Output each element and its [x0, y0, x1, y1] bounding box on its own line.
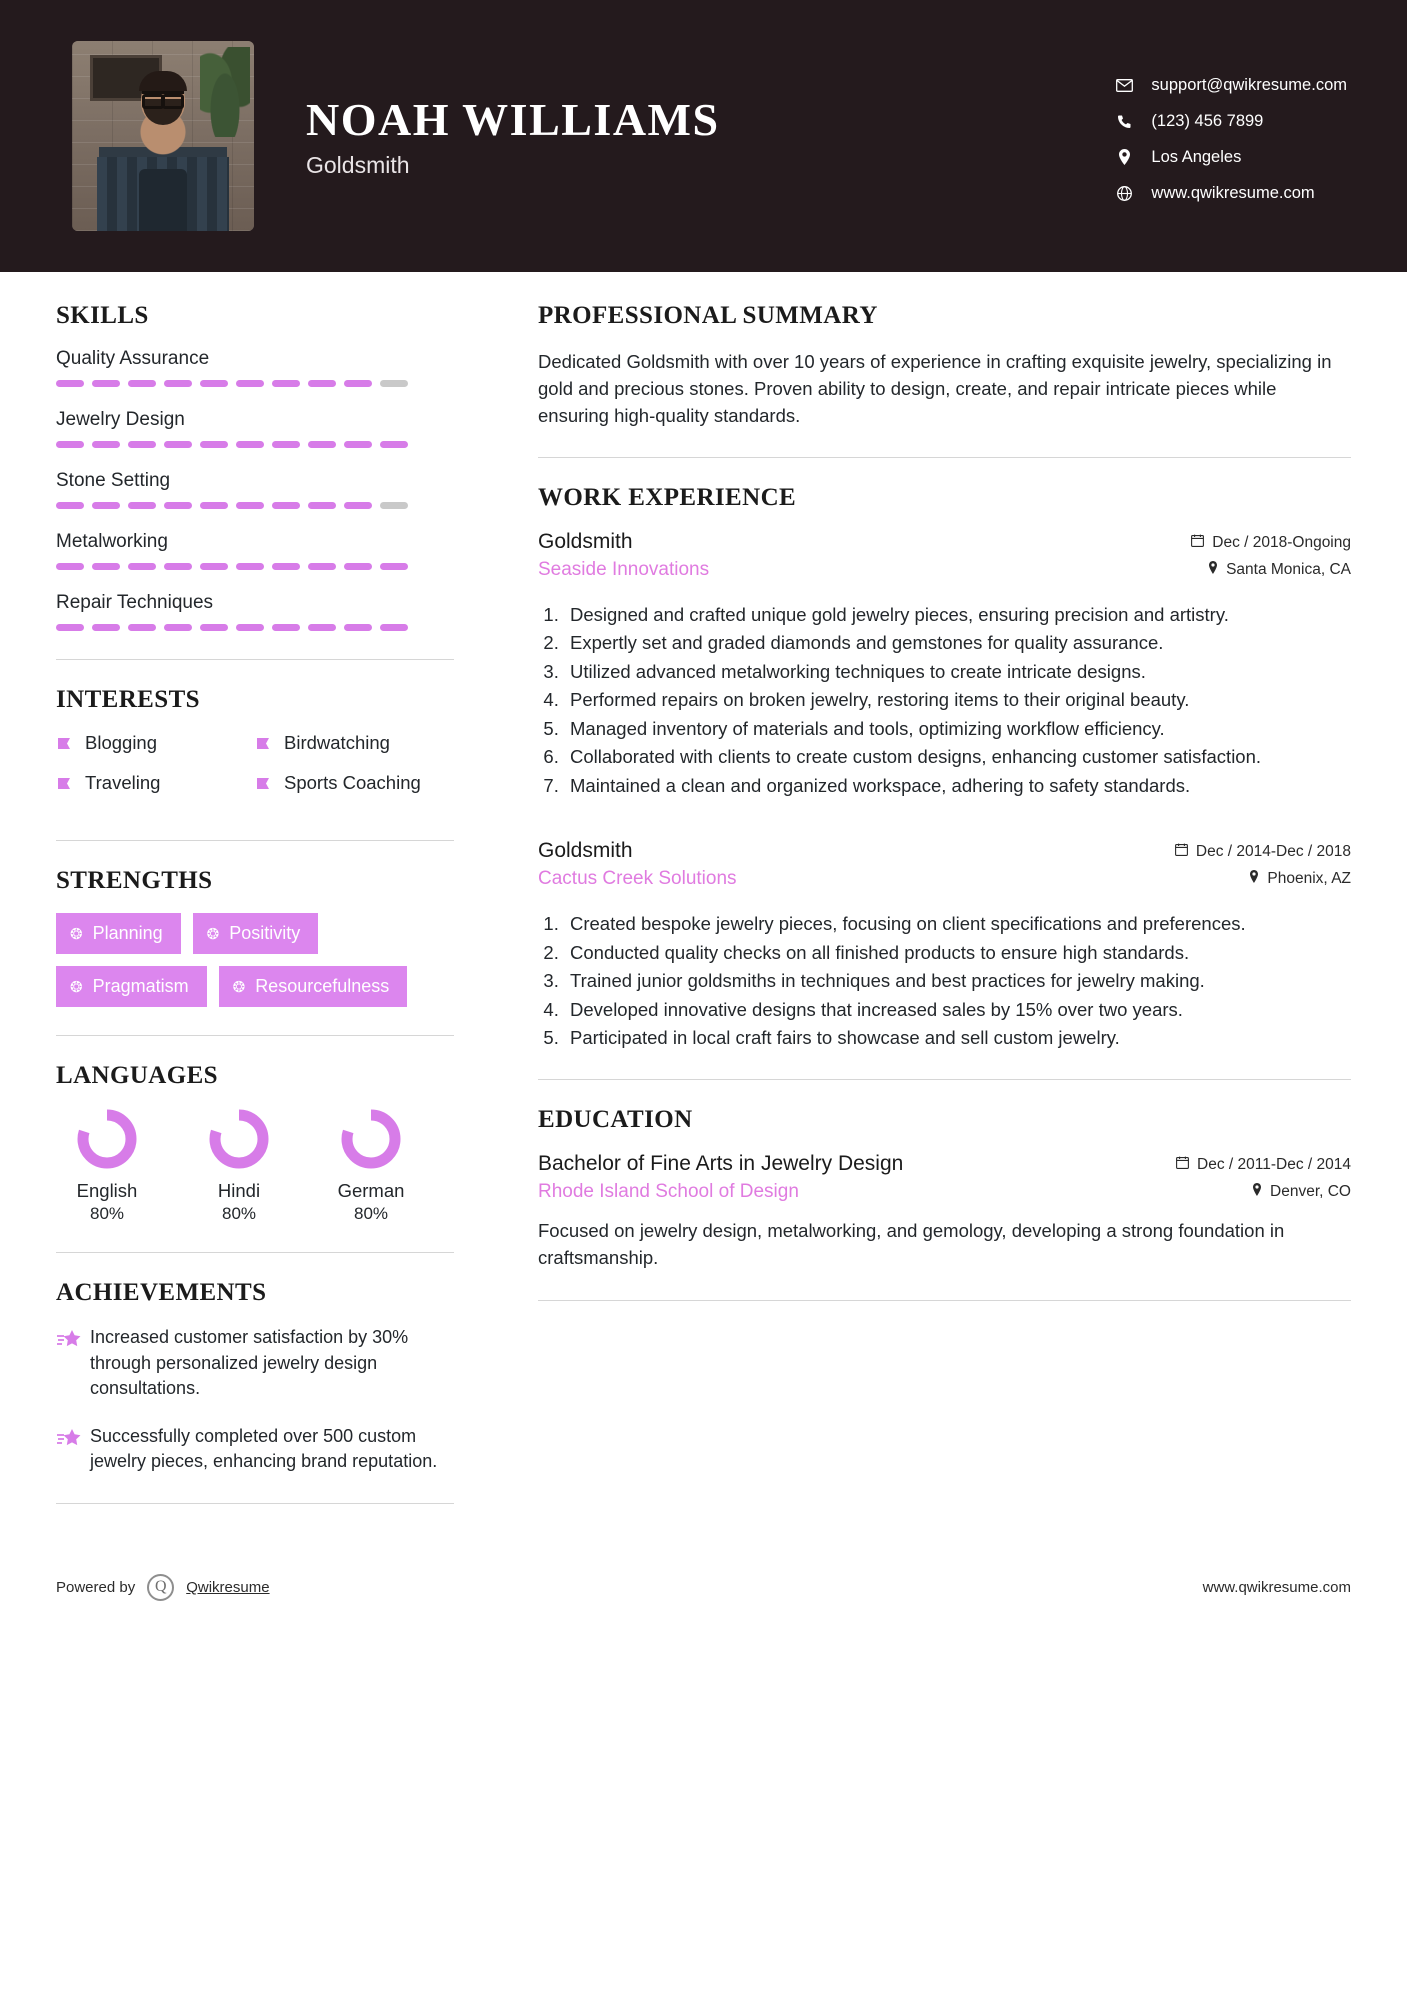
divider [56, 1035, 454, 1036]
language-item [196, 1108, 282, 1224]
achievement-item [56, 1325, 454, 1402]
education-description: Focused on jewelry design, metalworking, and gemology, developing a strong foundation in craftsmanship. [538, 1220, 1285, 1269]
achievement-text: Increased customer satisfaction by 30% through personalized jewelry design consultations. [90, 1327, 409, 1399]
experience-heading: WORK EXPERIENCE [538, 484, 797, 511]
job-bullet: 4. Developed innovative designs that increased sales by 15% over two years. [564, 997, 1351, 1023]
powered-by-block [56, 1574, 270, 1601]
interest-item [255, 772, 454, 794]
skill-label: Repair Techniques [56, 592, 214, 613]
phone-icon [1111, 114, 1137, 129]
language-donut-chart [76, 1108, 138, 1170]
languages-list [56, 1108, 454, 1224]
experience-item [538, 839, 1351, 1051]
contact-location[interactable] [1111, 148, 1347, 167]
bookmark-icon [56, 736, 73, 751]
divider [56, 1252, 454, 1253]
job-dates [1175, 843, 1351, 861]
divider [56, 1503, 454, 1504]
location-icon [1111, 149, 1137, 165]
calendar-icon [1191, 534, 1204, 552]
divider [538, 1300, 1351, 1301]
contact-list [1111, 70, 1347, 203]
job-bullet: 5. Participated in local craft fairs to showcase and sell custom jewelry. [564, 1025, 1351, 1051]
education-dates [1176, 1156, 1351, 1174]
job-dates [1191, 534, 1351, 552]
job-location [1191, 561, 1351, 579]
skill-item [56, 470, 454, 509]
job-title: Goldsmith [538, 839, 633, 863]
interest-item [255, 732, 454, 754]
sidebar [56, 302, 496, 1530]
resume-header [0, 0, 1407, 272]
language-label: Hindi [217, 1180, 261, 1201]
job-bullet: 3. Trained junior goldsmiths in techniques and best practices for jewelry making. [564, 968, 1351, 994]
calendar-icon [1175, 843, 1188, 861]
job-title: Goldsmith [538, 530, 633, 553]
interest-label: Blogging [85, 732, 158, 753]
strength-chip [193, 913, 319, 954]
candidate-name: NOAH WILLIAMS [306, 94, 720, 145]
strengths-list [56, 913, 454, 1007]
location-pin-icon [1252, 1183, 1262, 1201]
language-percent: 80% [89, 1204, 125, 1223]
footer-url[interactable]: www.qwikresume.com [1202, 1578, 1351, 1596]
brand-link[interactable]: Qwikresume [186, 1578, 270, 1596]
name-block [306, 93, 720, 179]
language-item [328, 1108, 414, 1224]
interests-heading: INTERESTS [56, 686, 200, 713]
school-name: Rhode Island School of Design [538, 1181, 799, 1203]
strength-chip [219, 966, 408, 1007]
candidate-role: Goldsmith [306, 152, 410, 178]
job-company: Seaside Innovations [538, 559, 710, 580]
job-bullet: 2. Conducted quality checks on all finished products to ensure high standards. [564, 940, 1351, 966]
location-pin-icon [1208, 561, 1218, 579]
interest-label: Traveling [85, 772, 161, 793]
language-donut-chart [340, 1108, 402, 1170]
language-donut-chart [208, 1108, 270, 1170]
skill-rating [56, 380, 454, 387]
divider [56, 840, 454, 841]
star-badge-icon [56, 1325, 90, 1402]
skill-rating [56, 441, 454, 448]
skill-item [56, 348, 454, 387]
language-percent: 80% [353, 1204, 389, 1223]
job-bullet: 6. Collaborated with clients to create custom designs, enhancing customer satisfaction. [564, 744, 1351, 770]
interest-item [56, 772, 255, 794]
job-bullets [564, 911, 1351, 1051]
avatar [72, 41, 254, 231]
contact-email[interactable] [1111, 76, 1347, 95]
strength-chip [56, 966, 207, 1007]
job-dates-text: Dec / 2014-Dec / 2018 [1195, 843, 1351, 861]
globe-icon [1111, 186, 1137, 201]
interest-item [56, 732, 255, 754]
skill-item [56, 409, 454, 448]
job-company: Cactus Creek Solutions [538, 868, 737, 890]
experience-item [538, 530, 1351, 799]
contact-website-text: www.qwikresume.com [1151, 183, 1315, 202]
calendar-icon [1176, 1156, 1189, 1174]
skill-item [56, 592, 454, 631]
skill-rating [56, 563, 454, 570]
bookmark-icon [255, 736, 272, 751]
education-location [1176, 1183, 1351, 1201]
degree-title: Bachelor of Fine Arts in Jewelry Design [538, 1152, 904, 1176]
strength-label: Pragmatism [92, 976, 189, 996]
job-bullet: 1. Designed and crafted unique gold jewelry pieces, ensuring precision and artistry. [564, 602, 1351, 628]
sparkle-icon: ❂ [232, 978, 246, 996]
education-heading: EDUCATION [538, 1106, 693, 1134]
job-bullet: 5. Managed inventory of materials and tools, optimizing workflow efficiency. [564, 716, 1351, 742]
language-percent: 80% [221, 1204, 257, 1223]
interest-label: Sports Coaching [284, 772, 421, 793]
strength-label: Resourcefulness [255, 976, 390, 996]
interests-list [56, 732, 454, 812]
skill-item [56, 531, 454, 570]
language-label: German [337, 1180, 405, 1201]
skill-label: Metalworking [56, 531, 168, 552]
strength-chip [56, 913, 181, 954]
strength-label: Planning [92, 923, 163, 943]
sparkle-icon: ❂ [70, 978, 83, 996]
skill-label: Jewelry Design [56, 409, 185, 430]
skills-heading: SKILLS [56, 302, 149, 329]
language-label: English [76, 1180, 138, 1201]
divider [538, 1079, 1351, 1080]
languages-heading: LANGUAGES [56, 1062, 218, 1089]
interest-label: Birdwatching [284, 732, 390, 753]
education-item [538, 1152, 1351, 1272]
skill-rating [56, 624, 454, 631]
email-icon [1111, 79, 1137, 92]
language-item [64, 1108, 150, 1224]
strength-label: Positivity [229, 923, 301, 943]
job-bullet: 3. Utilized advanced metalworking techniques to create intricate designs. [564, 659, 1351, 685]
job-bullet: 7. Maintained a clean and organized workspace, adhering to safety standards. [564, 773, 1351, 799]
contact-phone[interactable] [1111, 112, 1347, 131]
strengths-heading: STRENGTHS [56, 867, 213, 894]
page-footer [0, 1574, 1407, 1601]
achievements-heading: ACHIEVEMENTS [56, 1279, 267, 1306]
job-location-text: Phoenix, AZ [1267, 870, 1351, 888]
bookmark-icon [255, 776, 272, 791]
skill-rating [56, 502, 454, 509]
job-bullets [564, 602, 1351, 799]
contact-location-text: Los Angeles [1151, 147, 1242, 166]
divider [538, 457, 1351, 458]
education-location-text: Denver, CO [1270, 1183, 1351, 1201]
bookmark-icon [56, 776, 73, 791]
divider [56, 659, 454, 660]
skill-label: Stone Setting [56, 470, 171, 491]
summary-heading: PROFESSIONAL SUMMARY [538, 302, 878, 329]
main-content [496, 302, 1351, 1530]
education-dates-text: Dec / 2011-Dec / 2014 [1197, 1156, 1351, 1174]
job-location-text: Santa Monica, CA [1226, 561, 1351, 578]
achievement-item [56, 1424, 454, 1475]
job-location [1175, 870, 1351, 888]
summary-text: Dedicated Goldsmith with over 10 years of experience in crafting exquisite jewelry, specializing in gold and precious stones. Proven ability to design, create, and repair intricate pieces while ensuring high-quality standards. [538, 351, 1332, 426]
resume-body [0, 272, 1407, 1530]
sparkle-icon: ❂ [70, 925, 83, 943]
qwikresume-logo-icon: Q [147, 1574, 174, 1601]
powered-by-label: Powered by [56, 1578, 136, 1596]
job-bullet: 4. Performed repairs on broken jewelry, restoring items to their original beauty. [564, 687, 1351, 713]
sparkle-icon: ❂ [206, 925, 220, 943]
contact-website[interactable] [1111, 184, 1347, 203]
contact-phone-text: (123) 456 7899 [1151, 111, 1264, 130]
location-pin-icon [1249, 870, 1259, 888]
skill-label: Quality Assurance [56, 348, 210, 369]
achievement-text: Successfully completed over 500 custom jewelry pieces, enhancing brand reputation. [90, 1425, 438, 1472]
job-bullet: 1. Created bespoke jewelry pieces, focusing on client specifications and preferences. [564, 911, 1351, 937]
job-dates-text: Dec / 2018-Ongoing [1212, 534, 1351, 551]
star-badge-icon [56, 1424, 90, 1475]
contact-email-text: support@qwikresume.com [1151, 75, 1347, 94]
job-bullet: 2. Expertly set and graded diamonds and gemstones for quality assurance. [564, 630, 1351, 656]
